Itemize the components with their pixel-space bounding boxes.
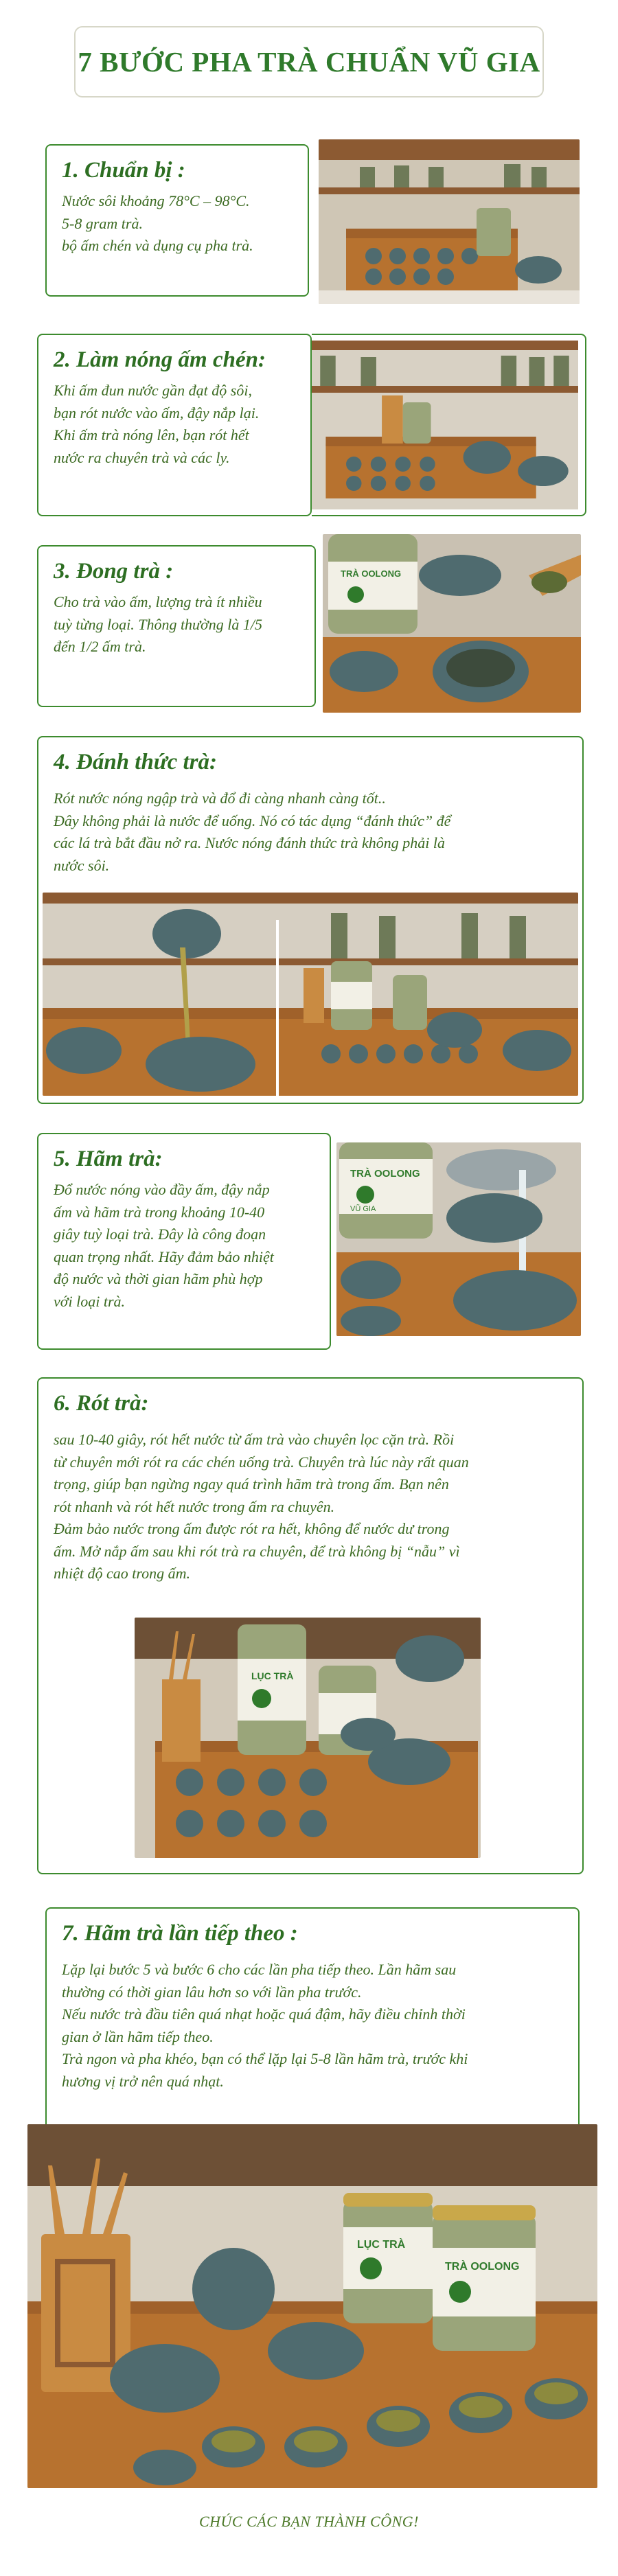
step-7-line-3: Nếu nước trà đầu tiên quá nhạt hoặc quá đậm, hãy điều chỉnh thời [62,2005,466,2023]
step-1-title: 1. Chuẩn bị : [62,158,185,183]
step-3-line-2: tuỳ từng loại. Thông thường là 1/5 [54,615,263,633]
step-7-jar-product-1: TRÀ OOLONG [445,2261,520,2273]
v-leaf-logo-icon [356,1186,374,1204]
step-7-line-4: gian ở lần hãm tiếp theo. [62,2027,214,2045]
v-leaf-logo-icon [347,586,364,603]
step-1-box [45,144,309,297]
step-5-title: 5. Hãm trà: [54,1147,163,1171]
step-6-photo [135,1618,481,1858]
step-7-jar-product-2: LỤC TRÀ [357,2239,406,2251]
step-1-photo [319,139,580,304]
step-5-line-3: giây tuỳ loại trà. Đây là công đoạn [54,1226,266,1243]
step-5-photo [336,1142,581,1336]
step-1-line-2: 5-8 gram trà. [62,214,143,232]
step-5-line-2: ấm và hãm trà trong khoảng 10-40 [54,1203,265,1221]
step-6-title: 6. Rót trà: [54,1391,149,1416]
v-leaf-logo-icon [252,1689,271,1708]
step-7-box [45,1907,580,2127]
step-6-line-1: sau 10-40 giây, rót hết nước từ ấm trà vào chuyên lọc cặn trà. Rồi [54,1431,455,1448]
step-4-line-3: các lá trà bắt đầu nở ra. Nước nóng đánh thức trà không phải là [54,834,445,852]
step-5-line-1: Đổ nước nóng vào đầy ấm, đậy nắp [54,1181,270,1198]
step-5-line-6: với loại trà. [54,1292,126,1310]
step-2-title: 2. Làm nóng ấm chén: [54,347,266,372]
step-1-line-1: Nước sôi khoảng 78°C – 98°C. [62,192,250,209]
step-2-line-2: bạn rót nước vào ấm, đậy nắp lại. [54,404,260,422]
step-7-line-1: Lặp lại bước 5 và bước 6 cho các lần pha tiếp theo. Lần hãm sau [62,1961,457,1978]
step-7-photo [27,2124,597,2488]
step-4-line-2: Đây không phải là nước để uống. Nó có tác dụng “đánh thức” để [54,812,451,829]
step-2-line-1: Khi ấm đun nước gần đạt độ sôi, [54,382,252,399]
step-5-jar-product: TRÀ OOLONG [350,1168,420,1180]
step-2-box [37,334,312,516]
step-7-line-5: Trà ngon và pha khéo, bạn có thể lặp lại 5-8 lần hãm trà, trước khi [62,2050,468,2068]
step-5-line-5: độ nước và thời gian hãm phù hợp [54,1270,263,1288]
step-2-photo-frame [312,334,586,516]
step-5-jar-brand: VŨ GIA [350,1205,376,1213]
step-6-line-7: nhiệt độ cao trong ấm. [54,1565,190,1583]
step-7-line-6: hương vị trở nên quá nhạt. [62,2072,224,2090]
step-4-photo [43,893,578,1096]
step-6-line-3: trọng, giúp bạn ngừng ngay quá trình hãm trà trong ấm. Bạn nên [54,1475,449,1493]
step-7-title: 7. Hãm trà lần tiếp theo : [62,1921,298,1946]
v-leaf-logo-icon [360,2257,382,2279]
step-4-title: 4. Đánh thức trà: [54,750,217,774]
step-7-line-2: thường có thời gian lâu hơn so với lần pha trước. [62,1983,362,2001]
step-2-line-3: Khi ấm trà nóng lên, bạn rót hết [54,426,249,444]
step-4-line-1: Rót nước nóng ngập trà và đổ đi càng nhanh càng tốt.. [54,790,386,807]
step-3-photo [323,534,581,713]
v-leaf-logo-icon [449,2281,471,2303]
step-4-line-4: nước sôi. [54,856,110,874]
step-6-jar-product: LỤC TRÀ [251,1670,294,1681]
step-3-title: 3. Đong trà : [54,559,174,584]
step-2-line-4: nước ra chuyên trà và các ly. [54,448,230,466]
step-1-line-3: bộ ấm chén và dụng cụ pha trà. [62,237,253,255]
step-5-box [37,1133,331,1350]
page-title-box [74,26,544,97]
step-3-jar-product: TRÀ OOLONG [341,568,402,579]
step-6-line-6: ấm. Mở nắp ấm sau khi rót trà ra chuyên, để trà không bị “nẫu” vì [54,1542,460,1560]
step-6-line-2: từ chuyên mới rót ra các chén uống trà. Chuyên trà lúc này rất quan [54,1453,469,1471]
step-3-box [37,545,316,707]
closing-message: CHÚC CÁC BẠN THÀNH CÔNG! [198,2513,420,2530]
step-5-line-4: quan trọng nhất. Hãy đảm bảo nhiệt [54,1247,274,1265]
step-3-line-3: đến 1/2 ấm trà. [54,638,146,656]
step-6-line-5: Đảm bảo nước trong ấm được rót ra hết, không để nước dư trong [54,1520,450,1538]
step-3-line-1: Cho trà vào ấm, lượng trà ít nhiều [54,593,262,610]
step-6-line-4: rót nhanh và rót hết nước trong ấm ra chuyên. [54,1497,335,1515]
step-2-photo [312,341,578,509]
page-title: 7 BƯỚC PHA TRÀ CHUẨN VŨ GIA [78,46,540,78]
